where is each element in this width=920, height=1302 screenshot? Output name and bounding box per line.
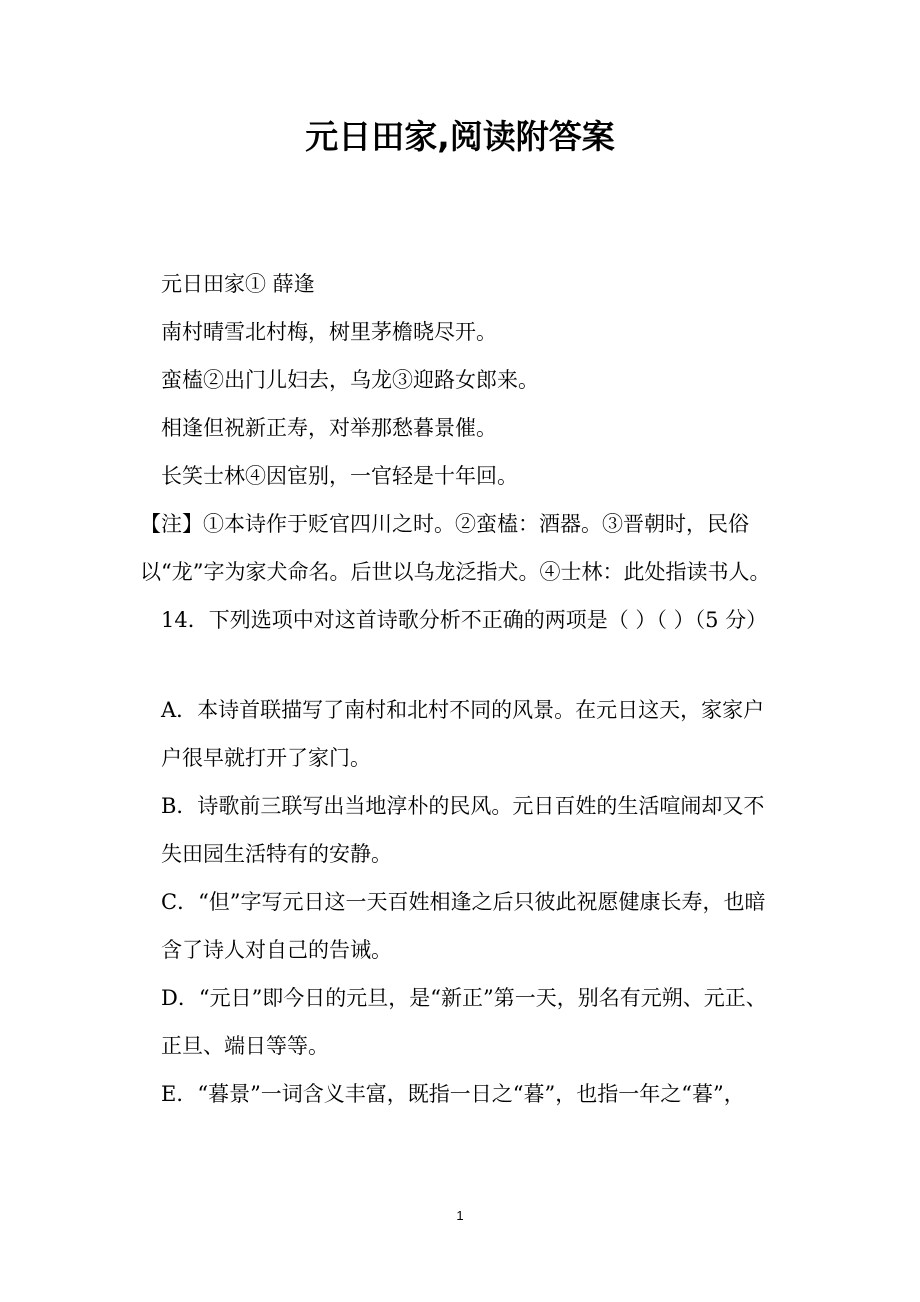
option-e: [140, 1070, 780, 1118]
option-text: D．“元日”即今日的元旦，是“新正”第一天，别名有元朔、元正、正旦、端日等等。: [161, 986, 767, 1058]
poem-note: 【注】①本诗作于贬官四川之时。②蛮榼：酒器。③晋朝时，民俗以“龙”字为家犬命名。后世以乌龙泛指犬。④士林：此处指读书人。: [140, 512, 771, 584]
poem-line: 蛮榼②出门儿妇去，乌龙③迎路女郎来。: [161, 368, 539, 392]
question-14: 14．下列选项中对这首诗歌分析不正确的两项是（ ）（ ）（5 分）: [161, 608, 768, 632]
option-d: [140, 974, 780, 1070]
option-text: E．“暮景”一词含义丰富，既指一日之“暮”，也指一年之“暮”，: [161, 1082, 745, 1106]
page-title: 元日田家,阅读附答案: [305, 117, 615, 156]
poem-heading: 元日田家① 薛逢: [161, 272, 315, 296]
option-c: [140, 878, 780, 974]
document-body: [140, 260, 780, 1118]
poem-line: 南村晴雪北村梅，树里茅檐晓尽开。: [161, 320, 497, 344]
option-text: C．“但”字写元日这一天百姓相逢之后只彼此祝愿健康长寿，也暗含了诗人对自己的告诫。: [161, 890, 766, 962]
spacer: [140, 644, 780, 686]
poem-line: 长笑士林④因宦别，一官轻是十年回。: [161, 464, 518, 488]
option-a: [140, 686, 780, 782]
poem-line: 相逢但祝新正寿，对举那愁暮景催。: [161, 416, 497, 440]
option-b: [140, 782, 780, 878]
option-text: B．诗歌前三联写出当地淳朴的民风。元日百姓的生活喧闹却又不失田园生活特有的安静。: [161, 794, 765, 866]
page-number: 1: [456, 1208, 464, 1223]
option-text: A．本诗首联描写了南村和北村不同的风景。在元日这天，家家户户很早就打开了家门。: [161, 698, 765, 770]
